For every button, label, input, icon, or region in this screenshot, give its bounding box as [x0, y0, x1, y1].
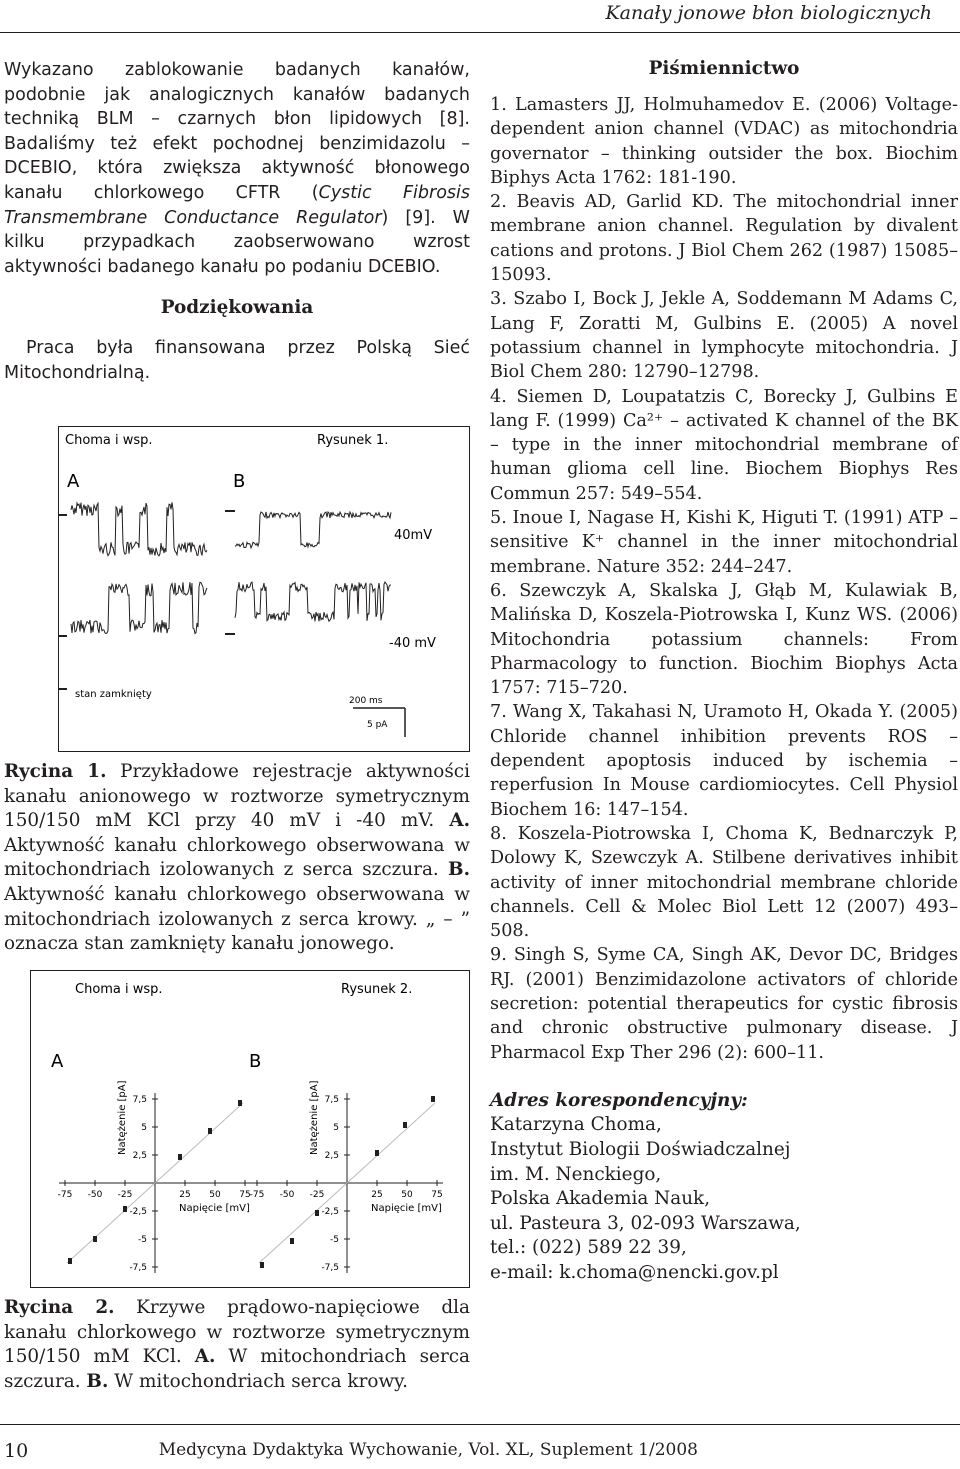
reference-item: 8. Koszela-Piotrowska I, Choma K, Bednarczyk P, Dolowy K, Szewczyk A. Stilbene derivatives inhibit activity of inner mitochondrial membrane chloride channels. Cell & Molec Biol Lett 12 (2007) 493–508. — [490, 823, 958, 942]
y-tick-label: 2,5 — [132, 1151, 147, 1161]
y-tick-label: -5 — [138, 1235, 147, 1245]
cap2-text: W mitochondriach serca krowy. — [108, 1370, 408, 1392]
para-italic: Cystic Fibrosis Transmembrane Conductance Regulator — [4, 182, 470, 228]
data-point — [375, 1150, 379, 1156]
cap1-b: B. — [448, 859, 470, 881]
data-point — [431, 1096, 435, 1102]
reference-item: 1. Lamasters JJ, Holmuhamedov E. (2006) Voltage-dependent anion channel (VDAC) as mitochondria governator – thinking outsider the box. Biochim Biphys Acta 1762: 181-190. — [490, 95, 958, 188]
reference-item: 6. Szewczyk A, Skalska J, Głąb M, Kulawiak B, Malińska D, Koszela-Piotrowska I, Kunz WS. (2006) Mitochondria potassium channels: From Pharmacology to function. Biochim Biophys Acta 1757: 715–720. — [490, 580, 958, 699]
data-point — [238, 1100, 242, 1106]
y-tick-label: 2,5 — [324, 1151, 339, 1161]
y-tick-label: -5 — [330, 1235, 339, 1245]
x-tick-label: 50 — [401, 1190, 413, 1200]
x-tick-label: -50 — [87, 1190, 103, 1200]
correspondence-address — [490, 1089, 958, 1286]
fig1-label: Rysunek 1. — [317, 433, 389, 448]
y-tick-label: 7,5 — [324, 1095, 339, 1105]
figure-2 — [30, 970, 470, 1288]
x-tick-label: -75 — [249, 1190, 265, 1200]
reference-item: 4. Siemen D, Loupatatzis C, Borecky J, Gulbins E lang F. (1999) Ca²⁺ – activated K channel of the BK – type in the inner mitochondrial membrane of human glioma cell line. Biochem Biophys Res Commun 257: 549–554. — [490, 386, 958, 504]
figure-1 — [58, 426, 470, 752]
address-line: Polska Akademia Nauk, — [490, 1188, 711, 1210]
page-number: 10 — [4, 1440, 29, 1462]
body-paragraph — [4, 58, 470, 279]
y-tick-label: 5 — [333, 1123, 339, 1133]
running-title: Kanały jonowe błon biologicznych — [605, 2, 932, 24]
cap2-a: A. — [194, 1346, 216, 1368]
fig1-panel-b: B — [233, 471, 246, 492]
data-point — [123, 1206, 127, 1212]
figure-1-caption — [4, 760, 470, 957]
y-tick-label: -2,5 — [321, 1207, 339, 1217]
data-point — [290, 1238, 294, 1244]
data-point — [178, 1154, 182, 1160]
fig1-scale-time: 200 ms — [349, 696, 383, 706]
data-point — [93, 1236, 97, 1242]
fig1-author: Choma i wsp. — [65, 433, 153, 448]
y-axis-label: Natężenie [pA] — [309, 1080, 320, 1155]
fig1-volt-pos: 40mV — [394, 528, 433, 543]
fig1-closed-label: stan zamknięty — [75, 689, 152, 700]
email-address[interactable]: e-mail: k.choma@nencki.gov.pl — [490, 1262, 779, 1284]
fig2-panel-b: B — [249, 1051, 262, 1072]
para-text-2: ) [9]. W kilku przypadkach zaobserwowano wzrost aktywności badanego kanału po podaniu DCEBIO. — [4, 207, 470, 277]
footer-rule — [0, 1424, 960, 1425]
address-heading: Adres korespondencyjny: — [490, 1089, 748, 1111]
para-text-1: Wykazano zablokowanie badanych kanałów, podobnie jak analogicznych kanałów badanych techniką BLM – czarnych błon lipidowych [8]. Badaliśmy też efekt pochodnej benzimidazolu – DCEBIO, która zwiększa aktywność błonowego kanału chlorkowego CFTR ( — [4, 60, 470, 203]
reference-item: 9. Singh S, Syme CA, Singh AK, Devor DC, Bridges RJ. (2001) Benzimidazolone activators of chloride secretion: potential therapeutics for cystic fibrosis and chronic obstructive pulmonary disease. J Pharmacol Exp Ther 296 (2): 600–11. — [490, 945, 958, 1063]
reference-item: 7. Wang X, Takahasi N, Uramoto H, Okada Y. (2005) Chloride channel inhibition prevents ROS – dependent apoptosis induced by ischemia – reperfusion In Mouse cardiomiocytes. Cell Physiol Biochem 16: 147–154. — [490, 702, 958, 820]
y-tick-label: 5 — [141, 1123, 147, 1133]
data-point — [260, 1262, 264, 1268]
reference-item: 5. Inoue I, Nagase H, Kishi K, Higuti T. (1991) ATP – sensitive K⁺ channel in the inner mitochondrial membrane. Nature 352: 244–247. — [490, 508, 958, 577]
fig1-scale-current: 5 pA — [367, 720, 388, 730]
address-line: Instytut Biologii Doświadczalnej — [490, 1139, 791, 1161]
address-line: Katarzyna Choma, — [490, 1114, 662, 1136]
data-point — [315, 1210, 319, 1216]
x-axis-label: Napięcie [mV] — [179, 1203, 250, 1214]
cap2-text: W mitochondriach serca szczura. — [4, 1346, 470, 1392]
x-axis-label: Napięcie [mV] — [371, 1203, 442, 1214]
header-rule — [0, 32, 960, 33]
address-line: ul. Pasteura 3, 02-093 Warszawa, — [490, 1212, 801, 1234]
x-tick-label: -25 — [117, 1190, 133, 1200]
x-tick-label: -25 — [309, 1190, 325, 1200]
figure-2-caption — [4, 1296, 470, 1394]
cap2-text: Krzywe prądowo-napięciowe dla kanału chlorkowego w roztworze symetrycznym 150/150 mM KCl. — [4, 1297, 470, 1368]
trace-b-negative — [235, 582, 391, 621]
cap1-text: Przykładowe rejestracje aktywności kanału anionowego w roztworze symetrycznym 150/150 mM KCl przy 40 mV i -40 mV. — [4, 761, 470, 832]
cap1-label: Rycina 1. — [4, 761, 107, 782]
fig2-label: Rysunek 2. — [341, 982, 413, 997]
data-point — [208, 1128, 212, 1134]
trace-a-negative — [71, 582, 207, 633]
address-line: tel.: (022) 589 22 39, — [490, 1237, 687, 1259]
fig2-author: Choma i wsp. — [75, 982, 163, 997]
y-tick-label: -7,5 — [321, 1263, 339, 1273]
x-tick-label: -75 — [57, 1190, 73, 1200]
cap2-b: B. — [86, 1370, 109, 1392]
ack-text: Praca była finansowana przez Polską Sieć Mitochondrialną. — [4, 338, 470, 383]
reference-item: 2. Beavis AD, Garlid KD. The mitochondrial inner membrane anion channel. Regulation by divalent cations and protons. J Biol Chem 262 (1987) 15085–15093. — [490, 192, 958, 286]
cap2-label: Rycina 2. — [4, 1297, 115, 1318]
left-column — [4, 58, 470, 386]
trace-b-positive — [235, 512, 391, 548]
y-tick-label: 7,5 — [132, 1095, 147, 1105]
cap1-text: Aktywność kanału chlorkowego obserwowana w mitochondriach izolowanych z serca krowy. „ – ” oznacza stan zamknięty kanału jonowego. — [4, 883, 470, 955]
fig2-panel-a: A — [51, 1051, 64, 1072]
x-tick-label: 75 — [431, 1190, 443, 1200]
running-header — [0, 0, 960, 38]
y-tick-label: -2,5 — [129, 1207, 147, 1217]
x-tick-label: -50 — [279, 1190, 295, 1200]
cap1-a: A. — [449, 810, 470, 832]
right-column — [490, 58, 958, 1286]
references-heading: Piśmiennictwo — [648, 58, 800, 79]
x-tick-label: 75 — [239, 1190, 251, 1200]
address-line: im. M. Nenckiego, — [490, 1163, 662, 1185]
y-axis-label: Natężenie [pA] — [117, 1080, 128, 1155]
x-tick-label: 50 — [209, 1190, 221, 1200]
trace-a-positive — [71, 502, 207, 556]
reference-item: 3. Szabo I, Bock J, Jekle A, Soddemann M Adams C, Lang F, Zoratti M, Gulbins E. (2005) A novel potassium channel in lymphocyte mitochondria. J Biol Chem 280: 12790–12798. — [490, 289, 958, 383]
x-tick-label: 25 — [179, 1190, 191, 1200]
data-point — [68, 1258, 72, 1264]
y-tick-label: -7,5 — [129, 1263, 147, 1273]
data-point — [403, 1122, 407, 1128]
fig1-panel-a: A — [67, 471, 80, 492]
journal-citation: Medycyna Dydaktyka Wychowanie, Vol. XL, Suplement 1/2008 — [158, 1440, 698, 1460]
cap1-text: Aktywność kanału chlorkowego obserwowana w mitochondriach izolowanych z serca szczura. — [4, 834, 470, 881]
ack-heading: Podziękowania — [160, 297, 314, 319]
fig1-volt-neg: -40 mV — [389, 636, 436, 651]
x-tick-label: 25 — [371, 1190, 383, 1200]
references-list — [490, 93, 958, 1065]
